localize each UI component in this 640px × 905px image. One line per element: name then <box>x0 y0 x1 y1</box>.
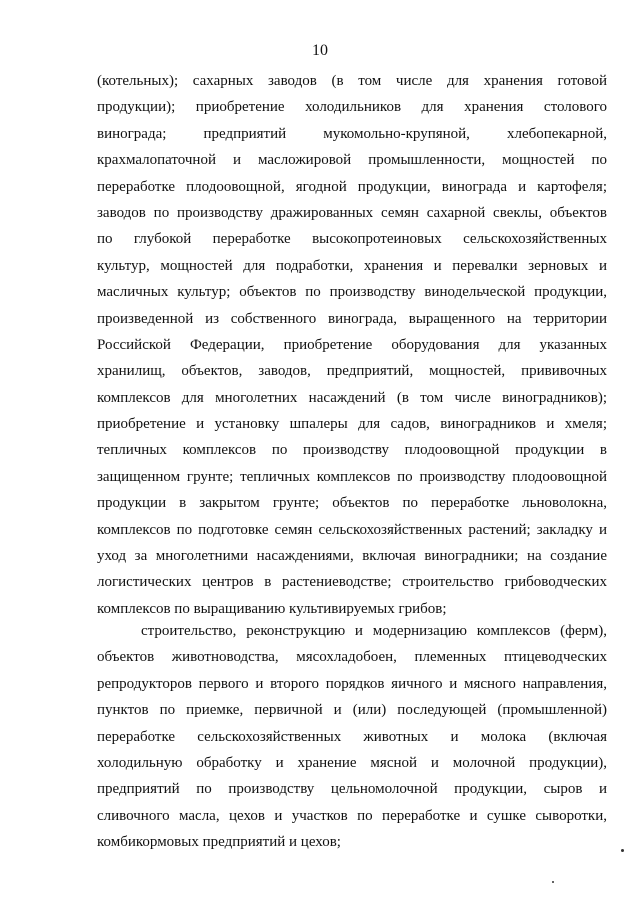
page-number: 10 <box>312 42 328 59</box>
text-line: продукции в закрытом грунте; объектов по переработке льноволокна, <box>97 495 607 512</box>
text-line: тепличных комплексов по производству плодоовощной продукции в <box>97 442 607 459</box>
text-line: масличных культур; объектов по производству винодельческой продукции, <box>97 284 607 301</box>
text-line: логистических центров в растениеводстве; строительство грибоводческих <box>97 574 607 591</box>
text-line: хранилищ, объектов, заводов, предприятий, мощностей, прививочных <box>97 363 607 380</box>
text-line: (котельных); сахарных заводов (в том числе для хранения готовой <box>97 73 607 89</box>
text-line: пунктов по приемке, первичной и (или) последующей (промышленной) <box>97 702 607 719</box>
text-line: комплексов по подготовке семян сельскохозяйственных растений; закладку и <box>97 521 607 538</box>
text-line: защищенном грунте; тепличных комплексов по производству плодоовощной <box>97 468 607 485</box>
scan-speck <box>552 881 554 883</box>
text-line: комбикормовых предприятий и цехов; <box>97 834 341 851</box>
text-line: предприятий по производству цельномолочной продукции, сыров и <box>97 781 607 798</box>
text-line: по глубокой переработке высокопротеиновых сельскохозяйственных <box>97 231 607 248</box>
text-line: комплексов по выращиванию культивируемых грибов; <box>97 600 447 617</box>
text-line: сливочного масла, цехов и участков по переработке и сушке сыворотки, <box>97 807 607 824</box>
text-line: винограда; предприятий мукомольно-крупяной, хлебопекарной, <box>97 125 607 142</box>
text-line: продукции); приобретение холодильников для хранения столового <box>97 99 607 116</box>
text-line: холодильную обработку и хранение мясной и молочной продукции), <box>97 754 607 771</box>
text-line: уход за многолетними насаждениями, включая виноградники; на создание <box>97 548 607 565</box>
text-line: переработке плодоовощной, ягодной продукции, винограда и картофеля; <box>97 178 607 195</box>
text-line: произведенной из собственного винограда, выращенного на территории <box>97 310 607 327</box>
text-line: строительство, реконструкцию и модернизацию комплексов (ферм), <box>141 623 607 639</box>
text-line: переработке сельскохозяйственных животных и молока (включая <box>97 728 607 745</box>
text-line: репродукторов первого и второго порядков яичного и мясного направления, <box>97 675 607 692</box>
scan-speck <box>621 849 624 852</box>
paragraph-2 <box>97 618 607 856</box>
text-line: комплексов для многолетних насаждений (в том числе виноградников); <box>97 389 607 406</box>
text-line: крахмалопаточной и масложировой промышленности, мощностей по <box>97 152 607 169</box>
text-line: приобретение и установку шпалеры для садов, виноградников и хмеля; <box>97 416 607 433</box>
paragraph-1 <box>97 68 607 622</box>
text-line: заводов по производству дражированных семян сахарной свеклы, объектов <box>97 204 607 221</box>
text-line: объектов животноводства, мясохладобоен, племенных птицеводческих <box>97 649 607 666</box>
text-line: Российской Федерации, приобретение оборудования для указанных <box>97 336 607 353</box>
text-line: культур, мощностей для подработки, хранения и перевалки зерновых и <box>97 257 607 274</box>
